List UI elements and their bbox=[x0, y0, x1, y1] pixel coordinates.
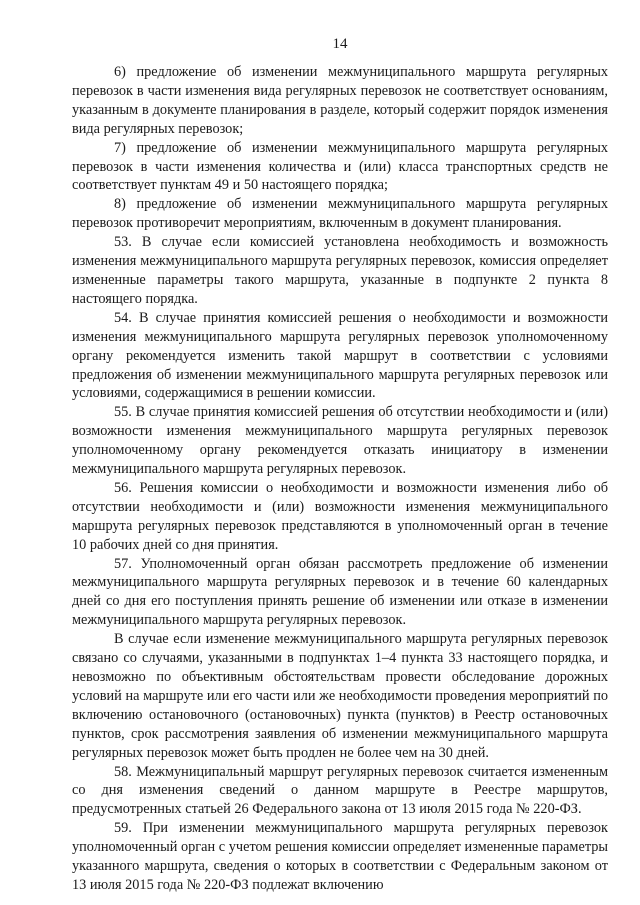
page-number: 14 bbox=[332, 36, 348, 52]
paragraph-54: 54. В случае принятия комиссией решения о необходимости и возможности изменения межмуниципального маршрута регулярных перевозок уполномоченному органу рекомендуется изменить такой маршрут в соответствии с условиями предложения об изменении межмуниципального маршрута регулярных перевозок или условиями, содержащимися в решении комиссии. bbox=[72, 309, 608, 402]
paragraph-6: 6) предложение об изменении межмуниципального маршрута регулярных перевозок в части изменения вида регулярных перевозок не соответствует основаниям, указанным в документе планирования в разделе, который содержит порядок изменения вида регулярных перевозок; bbox=[72, 64, 608, 137]
paragraph-7: 7) предложение об изменении межмуниципального маршрута регулярных перевозок в части изменения количества и (или) класса транспортных средств не соответствует пунктам 49 и 50 настоящего порядка; bbox=[72, 139, 608, 194]
paragraph-59: 59. При изменении межмуниципального маршрута регулярных перевозок уполномоченный орган с учетом решения комиссии определяет измененные параметры указанного маршрута, сведения о которых в соответствии с Федеральным законом от 13 июля 2015 года № 220-ФЗ подлежат включению bbox=[72, 820, 608, 893]
paragraph-57-extension: В случае если изменение межмуниципального маршрута регулярных перевозок связано со случаями, указанными в подпунктах 1–4 пункта 33 настоящего порядка, и невозможно по объективным обстоятельствам провести обследование дорожных условий на маршруте или его части или же необходимости проведения мероприятий по включению остановочного (остановочных) пункта (пунктов) в Реестр остановочных пунктов, срок рассмотрения заявления об изменении межмуниципального маршрута регулярных перевозок может быть продлен не более чем на 30 дней. bbox=[72, 631, 608, 761]
paragraph-8: 8) предложение об изменении межмуниципального маршрута регулярных перевозок противоречит мероприятиям, включенным в документ планирования. bbox=[72, 196, 608, 232]
paragraph-57: 57. Уполномоченный орган обязан рассмотреть предложение об изменении межмуниципального маршрута регулярных перевозок и в течение 60 календарных дней со дня его поступления принять решение об изменении или отказе в изменении межмуниципального маршрута регулярных перевозок. bbox=[72, 555, 608, 629]
paragraph-53: 53. В случае если комиссией установлена необходимость и возможность изменения межмуниципального маршрута регулярных перевозок, комиссия определяет измененные параметры такого маршрута, указанные в подпункте 2 пункта 8 настоящего порядка. bbox=[72, 234, 608, 307]
paragraph-58: 58. Межмуниципальный маршрут регулярных перевозок считается измененным со дня изменения сведений о данном маршруте в Реестре маршрутов, предусмотренных статьей 26 Федерального закона от 13 июля 2015 года № 220-ФЗ. bbox=[72, 763, 608, 818]
document-page bbox=[72, 34, 608, 895]
paragraph-55: 55. В случае принятия комиссией решения об отсутствии необходимости и (или) возможности изменения межмуниципального маршрута регулярных перевозок уполномоченному органу рекомендуется отказать инициатору в изменении межмуниципального маршрута регулярных перевозок. bbox=[72, 404, 608, 478]
paragraph-56: 56. Решения комиссии о необходимости и возможности изменения либо об отсутствии необходимости и (или) возможности изменения межмуниципального маршрута регулярных перевозок представляются в уполномоченный орган в течение 10 рабочих дней со дня принятия. bbox=[72, 479, 608, 553]
